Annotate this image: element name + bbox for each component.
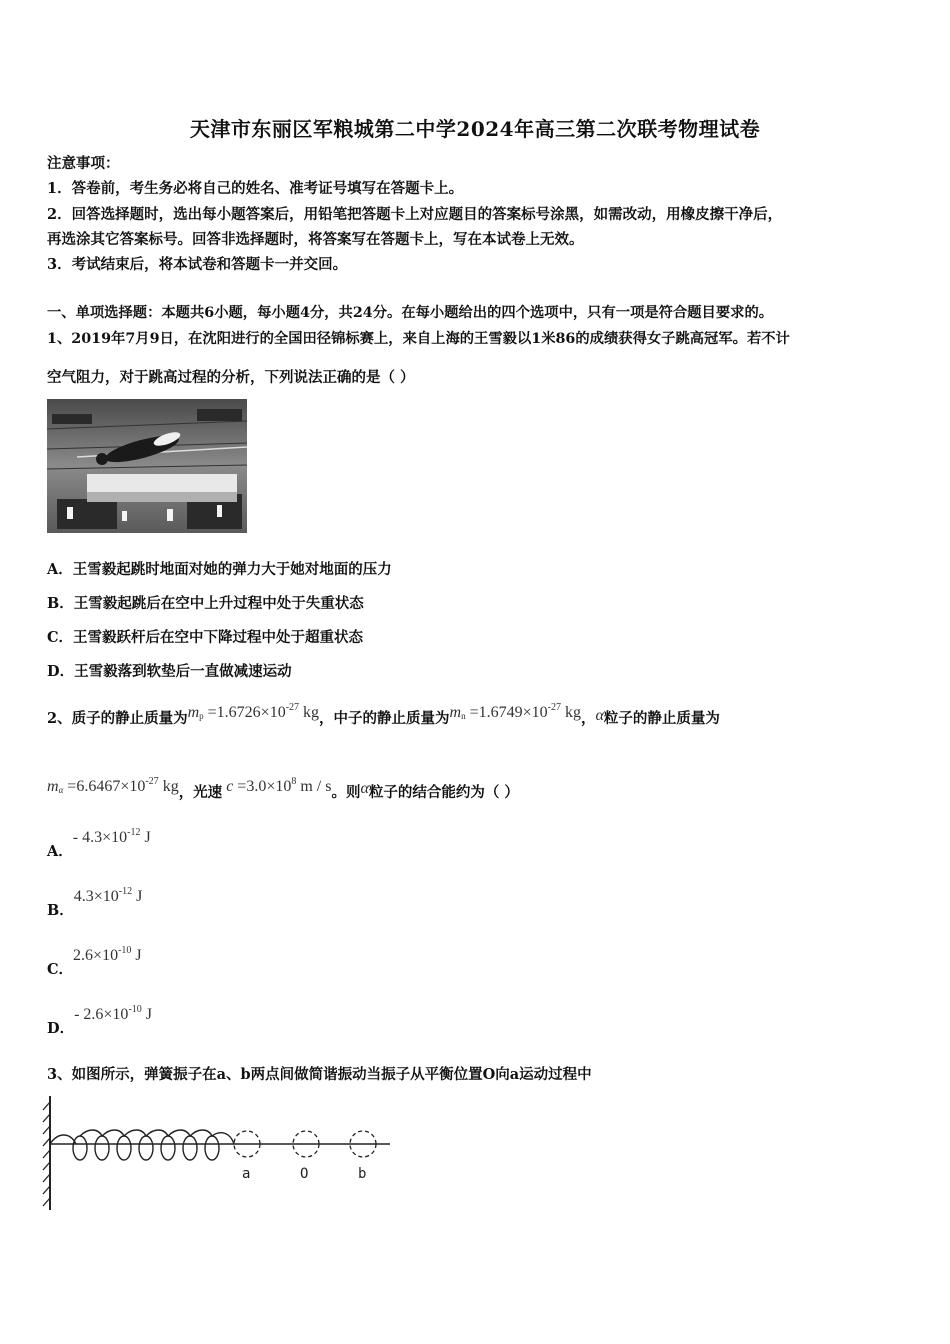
alpha-mass-formula: $m_\alpha =6.6467\times 10^{-27}$ kg bbox=[47, 776, 179, 795]
option-c: C．$2.6\times 10^{-10}$ J bbox=[47, 945, 142, 978]
notice-item: 2．回答选择题时，选出每小题答案后，用铅笔把答题卡上对应题目的答案标号涂黑，如需改动，用橡皮擦干净后， bbox=[47, 206, 783, 223]
notice-item: 再选涂其它答案标号。回答非选择题时，将答案写在答题卡上，写在本试卷上无效。 bbox=[47, 231, 584, 248]
option-c: C．王雪毅跃杆后在空中下降过程中处于超重状态 bbox=[47, 629, 364, 646]
option-d-value: - $2.6\times 10^{-10}$ J bbox=[74, 1004, 153, 1023]
proton-mass-formula: $m_p =1.6726\times 10^{-27}$ kg bbox=[187, 702, 320, 721]
point-o-label: O bbox=[300, 1166, 309, 1182]
question-3-text: 3、如图所示，弹簧振子在a、b两点间做简谐振动当振子从平衡位置O向a运动过程中 bbox=[47, 1066, 592, 1083]
high-jump-photo bbox=[47, 399, 247, 533]
question-2-line-1: 2、质子的静止质量为$m_p =1.6726\times 10^{-27}$ kg，中子的静止质量为$m_n =1.6749\times 10^{-27}$ kg，α粒子的静止质量为 bbox=[47, 702, 720, 727]
option-d: D．- $2.6\times 10^{-10}$ J bbox=[47, 1004, 153, 1037]
option-b: B．$4.3\times 10^{-12}$ J bbox=[47, 886, 143, 919]
option-d: D．王雪毅落到软垫后一直做减速运动 bbox=[47, 663, 292, 680]
light-speed-formula: $c =3.0\times 10^8$ m / s bbox=[226, 776, 332, 795]
question-2-line-2: $m_\alpha =6.6467\times 10^{-27}$ kg，光速 $c =3.0\times 10^8$ m / s。则α粒子的结合能约为（ ） bbox=[47, 776, 519, 801]
notice-item: 3．考试结束后，将本试卷和答题卡一并交回。 bbox=[47, 256, 348, 273]
spring-oscillator-diagram bbox=[40, 1092, 400, 1214]
point-b-label: b bbox=[358, 1166, 367, 1182]
option-b: B．王雪毅起跳后在空中上升过程中处于失重状态 bbox=[47, 595, 364, 612]
neutron-mass-formula: $m_n =1.6749\times 10^{-27}$ kg bbox=[449, 702, 581, 721]
alpha-symbol: α bbox=[360, 780, 369, 797]
notice-item: 1．答卷前，考生务必将自己的姓名、准考证号填写在答题卡上。 bbox=[47, 180, 464, 197]
option-b-value: $4.3\times 10^{-12}$ J bbox=[73, 886, 143, 905]
question-1-text: 1、2019年7月9日，在沈阳进行的全国田径锦标赛上，来自上海的王雪毅以1米86的成绩获得女子跳高冠军。若不计 bbox=[47, 331, 790, 347]
alpha-symbol: α bbox=[595, 707, 604, 724]
page-title: 天津市东丽区军粮城第二中学2024年高三第二次联考物理试卷 bbox=[189, 117, 761, 141]
question-1-text: 空气阻力，对于跳高过程的分析，下列说法正确的是（ ） bbox=[47, 369, 415, 386]
notice-heading: 注意事项： bbox=[47, 155, 120, 172]
option-a-value: - $4.3\times 10^{-12}$ J bbox=[72, 827, 151, 846]
point-a-label: a bbox=[242, 1166, 251, 1182]
option-a: A．王雪毅起跳时地面对她的弹力大于她对地面的压力 bbox=[47, 561, 392, 578]
option-c-value: $2.6\times 10^{-10}$ J bbox=[73, 945, 142, 964]
section-heading: 一、单项选择题：本题共6小题，每小题4分，共24分。在每小题给出的四个选项中，只有一项是符合题目要求的。 bbox=[47, 305, 774, 321]
option-a: A．- $4.3\times 10^{-12}$ J bbox=[47, 827, 151, 860]
